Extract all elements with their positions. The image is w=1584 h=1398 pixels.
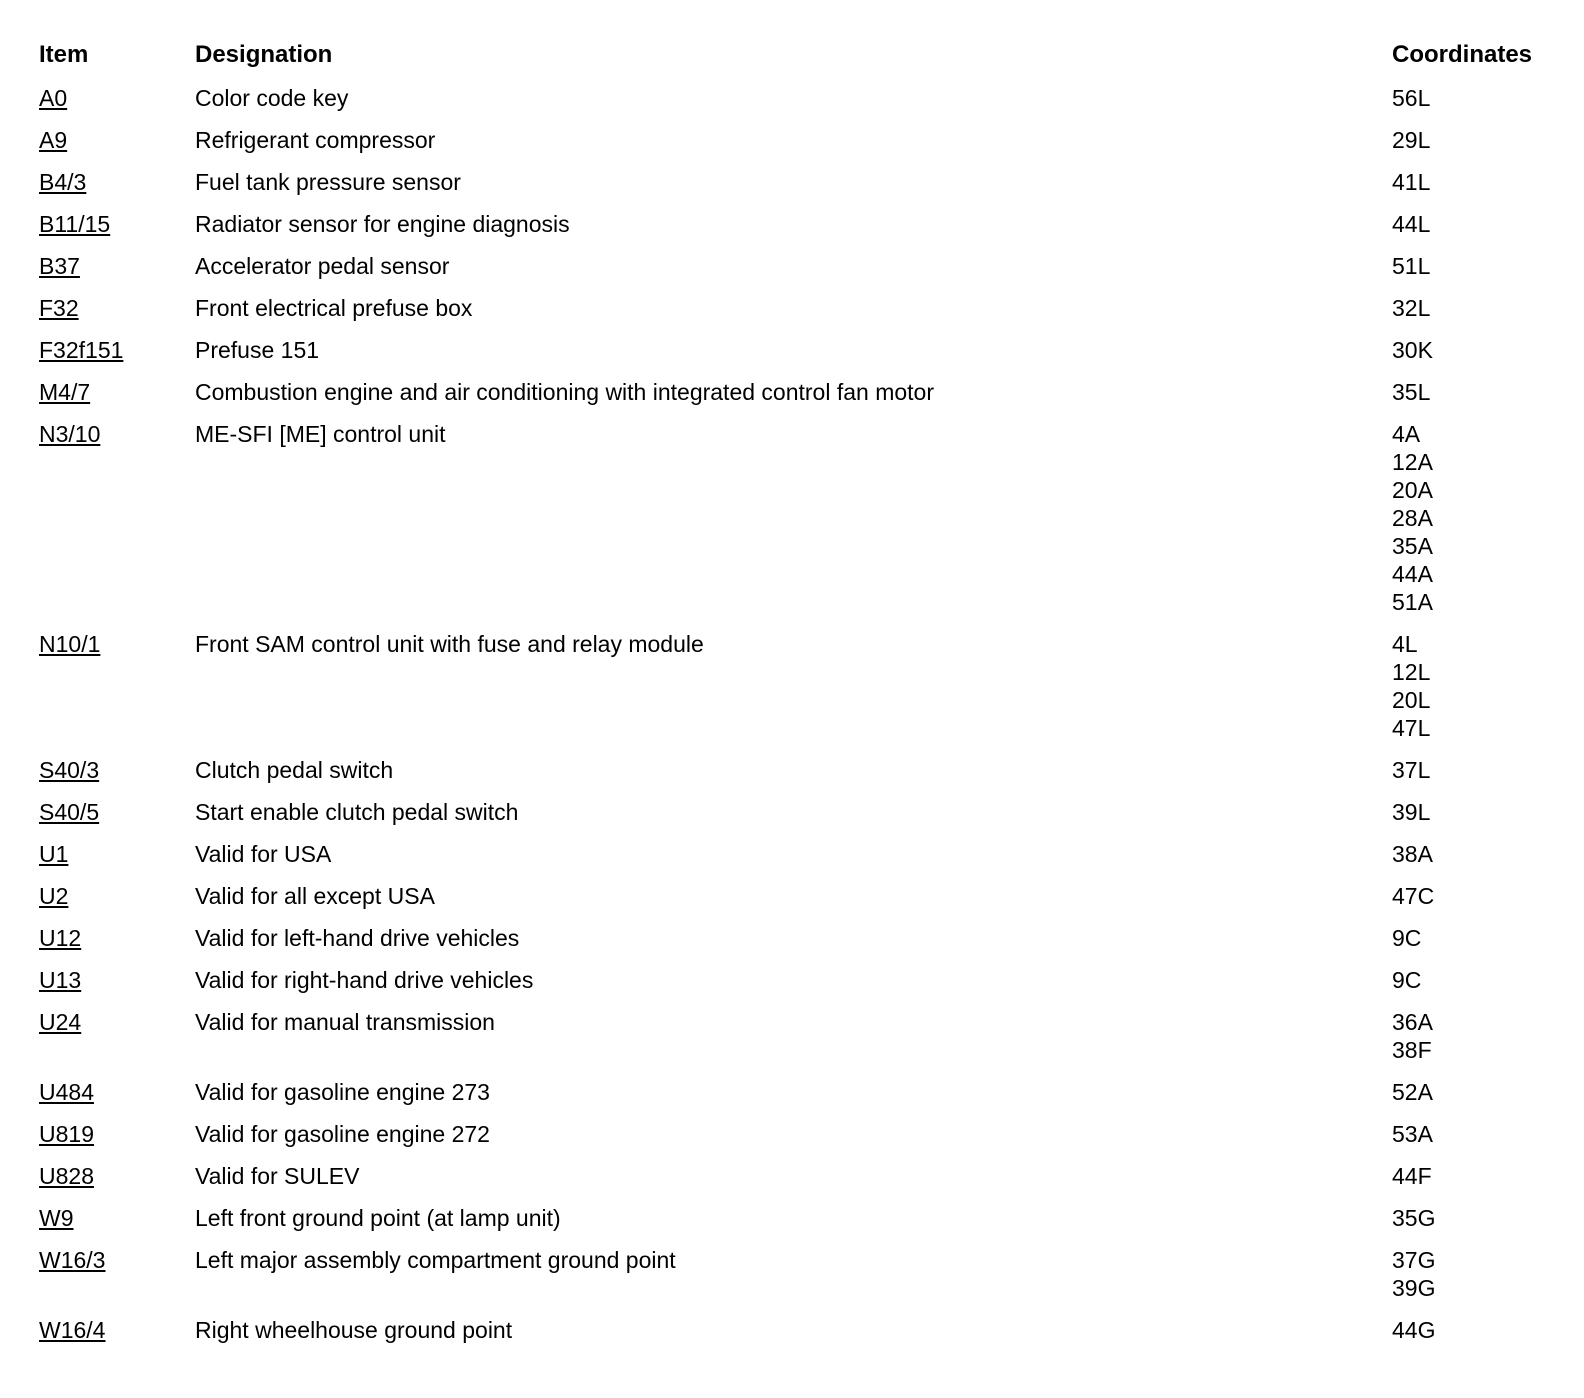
- coordinates-cell: [1392, 126, 1584, 154]
- coordinate-value: 9C: [1392, 925, 1422, 951]
- item-link[interactable]: U1: [39, 841, 69, 867]
- item-link[interactable]: U13: [39, 967, 82, 993]
- coordinate-value: 35L: [1392, 379, 1431, 405]
- designation-text: Valid for left-hand drive vehicles: [195, 925, 520, 951]
- item-link[interactable]: S40/3: [39, 757, 100, 783]
- table-row: [0, 168, 1584, 210]
- coordinates-cell: [1392, 378, 1584, 406]
- item-link[interactable]: U819: [39, 1121, 94, 1147]
- coordinates-cell: [1392, 1078, 1584, 1106]
- coordinate-value: 51A: [1392, 589, 1433, 615]
- designation-text: Valid for manual transmission: [195, 1009, 495, 1035]
- table-row: [0, 84, 1584, 126]
- table-row: [0, 1246, 1584, 1316]
- coordinate-value: 44A: [1392, 561, 1433, 587]
- coordinate-value: 41L: [1392, 169, 1431, 195]
- table-row: [0, 630, 1584, 756]
- coordinates-cell: [1392, 168, 1584, 196]
- item-link[interactable]: A0: [39, 85, 68, 111]
- item-link[interactable]: B11/15: [39, 211, 111, 237]
- table-row: [0, 882, 1584, 924]
- item-link[interactable]: N3/10: [39, 421, 101, 447]
- coordinate-value: 4L: [1392, 631, 1418, 657]
- item-link[interactable]: S40/5: [39, 799, 100, 825]
- coordinate-value: 32L: [1392, 295, 1431, 321]
- coordinates-cell: [1392, 420, 1584, 616]
- header-coordinates: Coordinates: [1392, 41, 1533, 68]
- item-link[interactable]: F32f151: [39, 337, 124, 363]
- item-link[interactable]: B37: [39, 253, 80, 279]
- coordinates-cell: [1392, 1120, 1584, 1148]
- coordinate-value: 39L: [1392, 799, 1431, 825]
- coordinate-value: 52A: [1392, 1079, 1433, 1105]
- item-link[interactable]: M4/7: [39, 379, 91, 405]
- coordinates-cell: [1392, 798, 1584, 826]
- coordinate-value: 47C: [1392, 883, 1435, 909]
- item-link[interactable]: A9: [39, 127, 68, 153]
- item-link[interactable]: U828: [39, 1163, 94, 1189]
- designation-text: Clutch pedal switch: [195, 757, 394, 783]
- table-row: [0, 966, 1584, 1008]
- coordinates-cell: [1392, 1316, 1584, 1344]
- coordinate-value: 53A: [1392, 1121, 1433, 1147]
- coordinate-value: 38F: [1392, 1037, 1432, 1063]
- coordinate-value: 51L: [1392, 253, 1431, 279]
- designation-text: Valid for all except USA: [195, 883, 435, 909]
- designation-text: Front SAM control unit with fuse and relay module: [195, 631, 704, 657]
- item-link[interactable]: U24: [39, 1009, 82, 1035]
- designation-text: Valid for gasoline engine 273: [195, 1079, 490, 1105]
- coordinate-value: 30K: [1392, 337, 1433, 363]
- table-row: [0, 210, 1584, 252]
- coordinates-cell: [1392, 252, 1584, 280]
- coordinates-cell: [1392, 966, 1584, 994]
- coordinates-cell: [1392, 630, 1584, 742]
- coordinates-cell: [1392, 294, 1584, 322]
- designation-text: Front electrical prefuse box: [195, 295, 473, 321]
- designation-text: Refrigerant compressor: [195, 127, 436, 153]
- coordinates-cell: [1392, 1162, 1584, 1190]
- coordinate-value: 12L: [1392, 659, 1431, 685]
- designation-text: Valid for gasoline engine 272: [195, 1121, 490, 1147]
- table-row: [0, 1078, 1584, 1120]
- table-row: [0, 1008, 1584, 1078]
- item-link[interactable]: W9: [39, 1205, 74, 1231]
- table-row: [0, 1162, 1584, 1204]
- table-row: [0, 1204, 1584, 1246]
- coordinate-value: 4A: [1392, 421, 1421, 447]
- coordinate-value: 35A: [1392, 533, 1433, 559]
- designation-text: Right wheelhouse ground point: [195, 1317, 513, 1343]
- coordinates-cell: [1392, 1246, 1584, 1302]
- table-row: [0, 924, 1584, 966]
- table-row: [0, 798, 1584, 840]
- designation-text: Left major assembly compartment ground point: [195, 1247, 676, 1273]
- table-row: [0, 252, 1584, 294]
- coordinates-cell: [1392, 84, 1584, 112]
- item-link[interactable]: W16/3: [39, 1247, 106, 1273]
- item-link[interactable]: U2: [39, 883, 69, 909]
- header-designation: Designation: [195, 41, 333, 68]
- coordinate-value: 36A: [1392, 1009, 1433, 1035]
- designation-text: Valid for SULEV: [195, 1163, 360, 1189]
- coordinate-value: 44G: [1392, 1317, 1436, 1343]
- designation-text: Combustion engine and air conditioning with integrated control fan motor: [195, 379, 934, 405]
- designation-text: Valid for USA: [195, 841, 332, 867]
- coordinates-cell: [1392, 882, 1584, 910]
- table-row: [0, 336, 1584, 378]
- coordinate-value: 44F: [1392, 1163, 1432, 1189]
- table-row: [0, 840, 1584, 882]
- coordinate-value: 9C: [1392, 967, 1422, 993]
- coordinate-value: 12A: [1392, 449, 1433, 475]
- table-body: [0, 84, 1584, 1358]
- table-row: [0, 294, 1584, 336]
- coordinate-value: 56L: [1392, 85, 1431, 111]
- coordinate-value: 20L: [1392, 687, 1431, 713]
- item-link[interactable]: W16/4: [39, 1317, 106, 1343]
- item-link[interactable]: F32: [39, 295, 79, 321]
- coordinate-value: 38A: [1392, 841, 1433, 867]
- designation-text: Accelerator pedal sensor: [195, 253, 450, 279]
- table-row: [0, 1120, 1584, 1162]
- table-row: [0, 126, 1584, 168]
- table-header: [0, 40, 1584, 70]
- designation-text: Radiator sensor for engine diagnosis: [195, 211, 570, 237]
- coordinates-cell: [1392, 924, 1584, 952]
- item-link[interactable]: U12: [39, 925, 82, 951]
- coordinate-value: 44L: [1392, 211, 1431, 237]
- coordinate-value: 37G: [1392, 1247, 1436, 1273]
- item-link[interactable]: B4/3: [39, 169, 87, 195]
- coordinate-value: 37L: [1392, 757, 1431, 783]
- designation-text: Start enable clutch pedal switch: [195, 799, 519, 825]
- coordinate-value: 35G: [1392, 1205, 1436, 1231]
- designation-text: Fuel tank pressure sensor: [195, 169, 461, 195]
- coordinate-value: 28A: [1392, 505, 1433, 531]
- table-row: [0, 420, 1584, 630]
- coordinate-value: 39G: [1392, 1275, 1436, 1301]
- coordinate-value: 29L: [1392, 127, 1431, 153]
- designation-text: Left front ground point (at lamp unit): [195, 1205, 561, 1231]
- item-link[interactable]: N10/1: [39, 631, 101, 657]
- designation-text: Valid for right-hand drive vehicles: [195, 967, 534, 993]
- coordinate-value: 47L: [1392, 715, 1431, 741]
- designation-text: Prefuse 151: [195, 337, 320, 363]
- coordinate-value: 20A: [1392, 477, 1433, 503]
- designation-text: Color code key: [195, 85, 349, 111]
- coordinates-cell: [1392, 1204, 1584, 1232]
- coordinates-cell: [1392, 840, 1584, 868]
- coordinates-cell: [1392, 336, 1584, 364]
- header-item: Item: [39, 41, 89, 68]
- table-row: [0, 1316, 1584, 1358]
- coordinates-cell: [1392, 1008, 1584, 1064]
- coordinates-cell: [1392, 210, 1584, 238]
- item-link[interactable]: U484: [39, 1079, 94, 1105]
- table-row: [0, 756, 1584, 798]
- table-row: [0, 378, 1584, 420]
- designation-text: ME-SFI [ME] control unit: [195, 421, 446, 447]
- coordinates-cell: [1392, 756, 1584, 784]
